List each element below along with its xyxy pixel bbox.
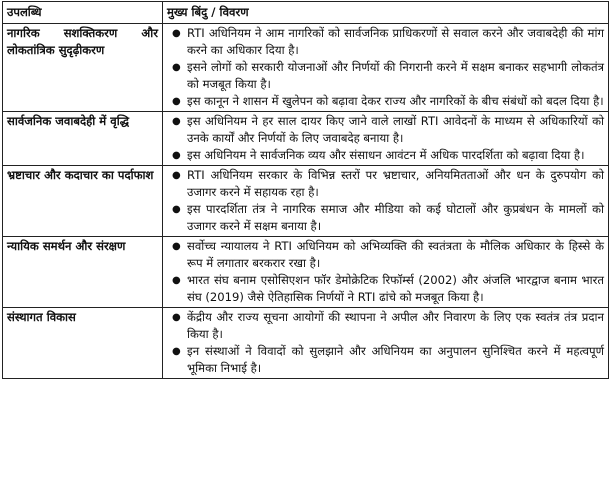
list-item: [172, 25, 604, 59]
point-text: इस कानून ने शासन में खुलेपन को बढ़ावा देकर राज्य और नागरिकों के बीच संबंधों को बदल दिया है।: [187, 94, 604, 108]
list-item: [172, 309, 604, 343]
points-list: [167, 167, 604, 235]
point-text: इन संस्थाओं ने विवादों को सुलझाने और अधिनियम का अनुपालन सुनिश्चित करने में महत्वपूर्ण भूमिका निभाई है।: [187, 344, 604, 375]
achievement-cell: भ्रष्टाचार और कदाचार का पर्दाफाश: [3, 166, 163, 237]
points-list: [167, 309, 604, 377]
point-text: इस अधिनियम ने हर साल दायर किए जाने वाले लाखों RTI आवेदनों के माध्यम से अधिकारियों को उनके कार्यों और निर्णयों के लिए जवाबदेह बनाया है।: [187, 114, 604, 145]
bullet-icon: ●: [172, 96, 181, 107]
table-row: [3, 237, 609, 308]
header-achievement: उपलब्धि: [3, 2, 163, 24]
points-cell: [163, 166, 609, 237]
points-cell: [163, 308, 609, 379]
table-row: [3, 112, 609, 166]
achievement-cell: न्यायिक समर्थन और संरक्षण: [3, 237, 163, 308]
list-item: [172, 272, 604, 306]
bullet-icon: ●: [172, 62, 181, 73]
bullet-icon: ●: [172, 275, 181, 286]
bullet-icon: ●: [172, 346, 181, 357]
table-row: [3, 24, 609, 112]
bullet-icon: ●: [172, 241, 181, 252]
table-row: [3, 308, 609, 379]
list-item: [172, 201, 604, 235]
point-text: इसने लोगों को सरकारी योजनाओं और निर्णयों की निगरानी करने में सक्षम बनाकर सहभागी लोकतंत्र को मजबूत किया है।: [187, 60, 604, 91]
list-item: [172, 59, 604, 93]
point-text: इस पारदर्शिता तंत्र ने नागरिक समाज और मीडिया को कई घोटालों और कुप्रबंधन के मामलों को उजागर करने में सक्षम बनाया है।: [187, 202, 604, 233]
points-cell: [163, 112, 609, 166]
points-cell: [163, 24, 609, 112]
list-item: [172, 343, 604, 377]
bullet-icon: ●: [172, 170, 181, 181]
point-text: RTI अधिनियम सरकार के विभिन्न स्तरों पर भ्रष्टाचार, अनियमितताओं और धन के दुरुपयोग को उजागर करने में सहायक रहा है।: [187, 168, 604, 199]
rti-achievements-table: [2, 1, 609, 379]
bullet-icon: ●: [172, 28, 181, 39]
points-cell: [163, 237, 609, 308]
header-key-points: मुख्य बिंदु / विवरण: [163, 2, 609, 24]
list-item: [172, 113, 604, 147]
bullet-icon: ●: [172, 312, 181, 323]
point-text: केंद्रीय और राज्य सूचना आयोगों की स्थापना ने अपील और निवारण के लिए एक स्वतंत्र तंत्र प्रदान किया है।: [187, 310, 604, 341]
point-text: RTI अधिनियम ने आम नागरिकों को सार्वजनिक प्राधिकरणों से सवाल करने और जवाबदेही की मांग करने का अधिकार दिया है।: [187, 26, 604, 57]
point-text: सर्वोच्च न्यायालय ने RTI अधिनियम को अभिव्यक्ति की स्वतंत्रता के मौलिक अधिकार के हिस्से के रूप में लगातार बरकरार रखा है।: [187, 239, 604, 270]
bullet-icon: ●: [172, 116, 181, 127]
list-item: [172, 238, 604, 272]
list-item: [172, 167, 604, 201]
achievement-cell: सार्वजनिक जवाबदेही में वृद्धि: [3, 112, 163, 166]
points-list: [167, 25, 604, 110]
point-text: भारत संघ बनाम एसोसिएशन फॉर डेमोक्रेटिक रिफॉर्म्स (2002) और अंजलि भारद्वाज बनाम भारत संघ (2019) जैसे ऐतिहासिक निर्णयों ने RTI ढांचे को मजबूत किया है।: [187, 273, 604, 304]
table-row: [3, 166, 609, 237]
list-item: [172, 147, 604, 164]
points-list: [167, 113, 604, 164]
points-list: [167, 238, 604, 306]
point-text: इस अधिनियम ने सार्वजनिक व्यय और संसाधन आवंटन में अधिक पारदर्शिता को बढ़ावा दिया है।: [187, 148, 585, 162]
achievement-cell: संस्थागत विकास: [3, 308, 163, 379]
header-row: [3, 2, 609, 24]
achievement-cell: नागरिक सशक्तिकरण और लोकतांत्रिक सुदृढ़ीकरण: [3, 24, 163, 112]
bullet-icon: ●: [172, 204, 181, 215]
bullet-icon: ●: [172, 150, 181, 161]
list-item: [172, 93, 604, 110]
